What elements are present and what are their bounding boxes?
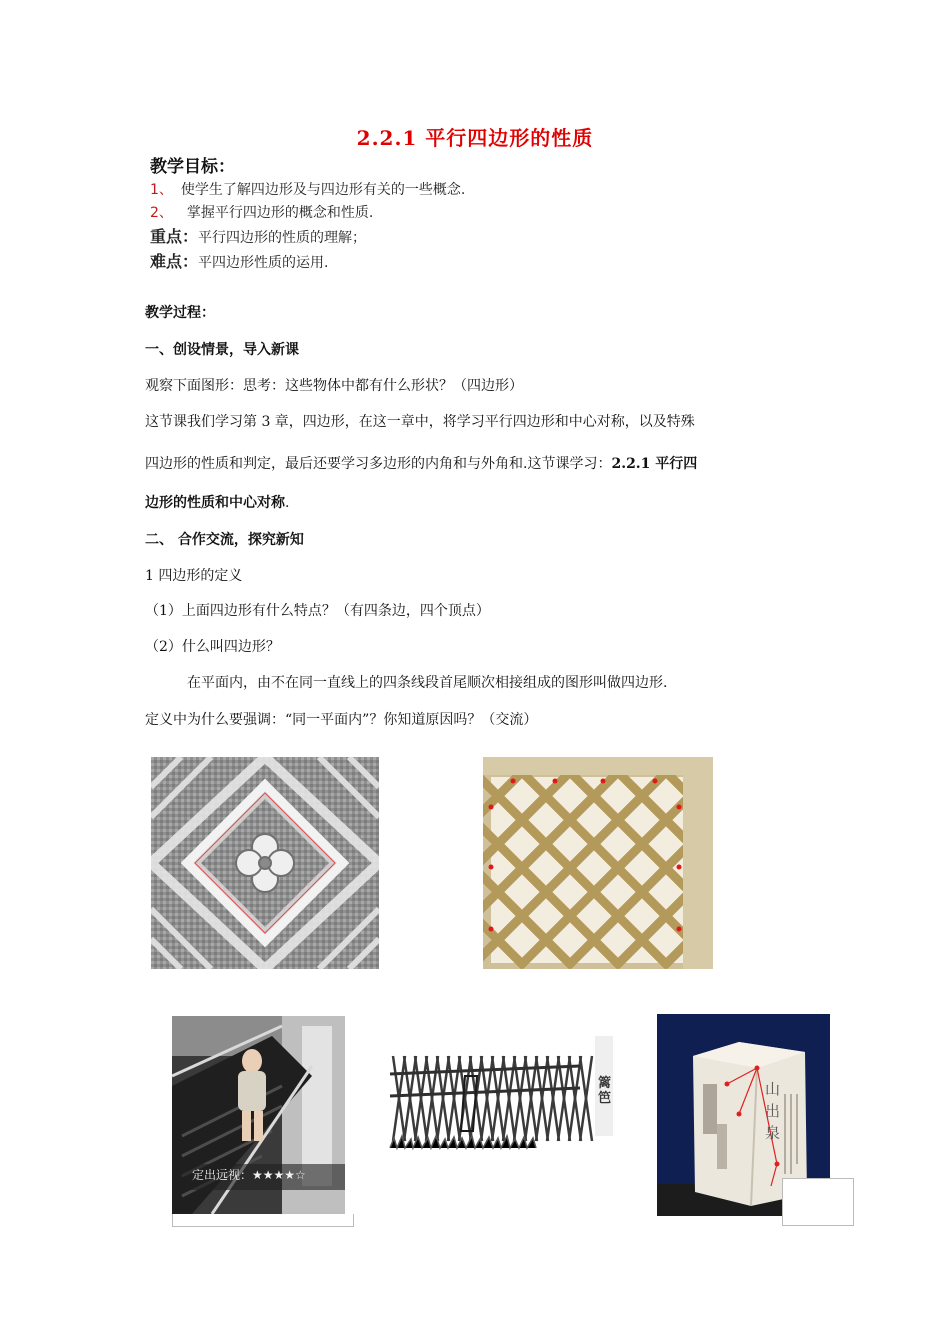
lattice-window-image <box>483 757 713 969</box>
key-text: 平行四边形的性质的理解； <box>198 230 367 246</box>
goal-text-1: 使学生了解四边形及与四边形有关的一些概念. <box>180 182 466 198</box>
goal-num-2: 2、 <box>150 205 173 221</box>
page-title: 2.2.1 平行四边形的性质 <box>356 126 594 150</box>
intro-line-2-bold: 2.2.1 平行四 <box>611 456 698 472</box>
escalator-drawing <box>172 1016 345 1214</box>
vertex-dot <box>489 805 494 810</box>
vertex-dot <box>489 865 494 870</box>
definition-title: 1 四边形的定义 <box>145 568 243 584</box>
escalator-caption: 定出远视：★★★★☆ <box>192 1168 306 1182</box>
tile-pattern-drawing <box>151 757 379 969</box>
intro-line-3-dot: . <box>285 495 290 511</box>
section-2-heading: 二、 合作交流，探究新知 <box>145 532 304 548</box>
section-1-heading: 一、创设情景，导入新课 <box>145 342 299 358</box>
vertex-dot <box>601 779 606 784</box>
vertex-dot <box>677 927 682 932</box>
tile-pattern-image <box>151 757 379 969</box>
intro-line-3-bold: 边形的性质和中心对称 <box>145 495 285 511</box>
vertex-dot <box>677 805 682 810</box>
page-corner-box <box>782 1178 854 1226</box>
key-label: 重点： <box>150 227 199 246</box>
escalator-frame-edge <box>172 1214 354 1227</box>
difficult-point <box>150 250 465 275</box>
goal-item-2 <box>150 202 465 225</box>
why-question: 定义中为什么要强调：“同一平面内”？你知道原因吗？（交流） <box>145 712 538 728</box>
goal-text-2: 掌握平行四边形的概念和性质. <box>186 205 374 221</box>
intro-line-2-text: 四边形的性质和判定，最后还要学习多边形的内角和与外角和.这节课学习： <box>145 456 612 472</box>
fence-label: 篱笆 <box>598 1076 612 1106</box>
vertex-dot <box>489 927 494 932</box>
goal-item-1 <box>150 179 465 202</box>
fence-drawing <box>385 1036 613 1158</box>
question-2: （2）什么叫四边形？ <box>145 639 280 655</box>
definition-text: 在平面内，由不在同一直线上的四条线段首尾顺次相接组成的图形叫做四边形. <box>187 675 668 691</box>
goals-heading: 教学目标： <box>150 157 235 177</box>
fence-image <box>385 1036 613 1158</box>
vertex-dot <box>511 779 516 784</box>
key-point <box>150 225 465 250</box>
vertex-dot <box>653 779 658 784</box>
lattice-window-drawing <box>483 757 713 969</box>
difficult-text: 平四边形性质的运用. <box>198 255 329 271</box>
goal-num-1: 1、 <box>150 182 173 198</box>
intro-line-1: 这节课我们学习第 3 章，四边形，在这一章中，将学习平行四边形和中心对称，以及特殊 <box>145 414 695 430</box>
vertex-dot <box>677 865 682 870</box>
escalator-image <box>172 1016 345 1214</box>
observe-text: 观察下面图形：思考：这些物体中都有什么形状？（四边形） <box>145 378 523 394</box>
question-1: （1）上面四边形有什么特点？（有四条边，四个顶点） <box>145 603 490 619</box>
process-heading: 教学过程： <box>145 305 215 321</box>
pen-holder-text: 山出泉 <box>765 1080 781 1142</box>
intro-line-3 <box>145 492 289 512</box>
intro-line-2 <box>145 453 697 473</box>
difficult-label: 难点： <box>150 252 199 271</box>
vertex-dot <box>553 779 558 784</box>
goals-block <box>150 152 465 275</box>
